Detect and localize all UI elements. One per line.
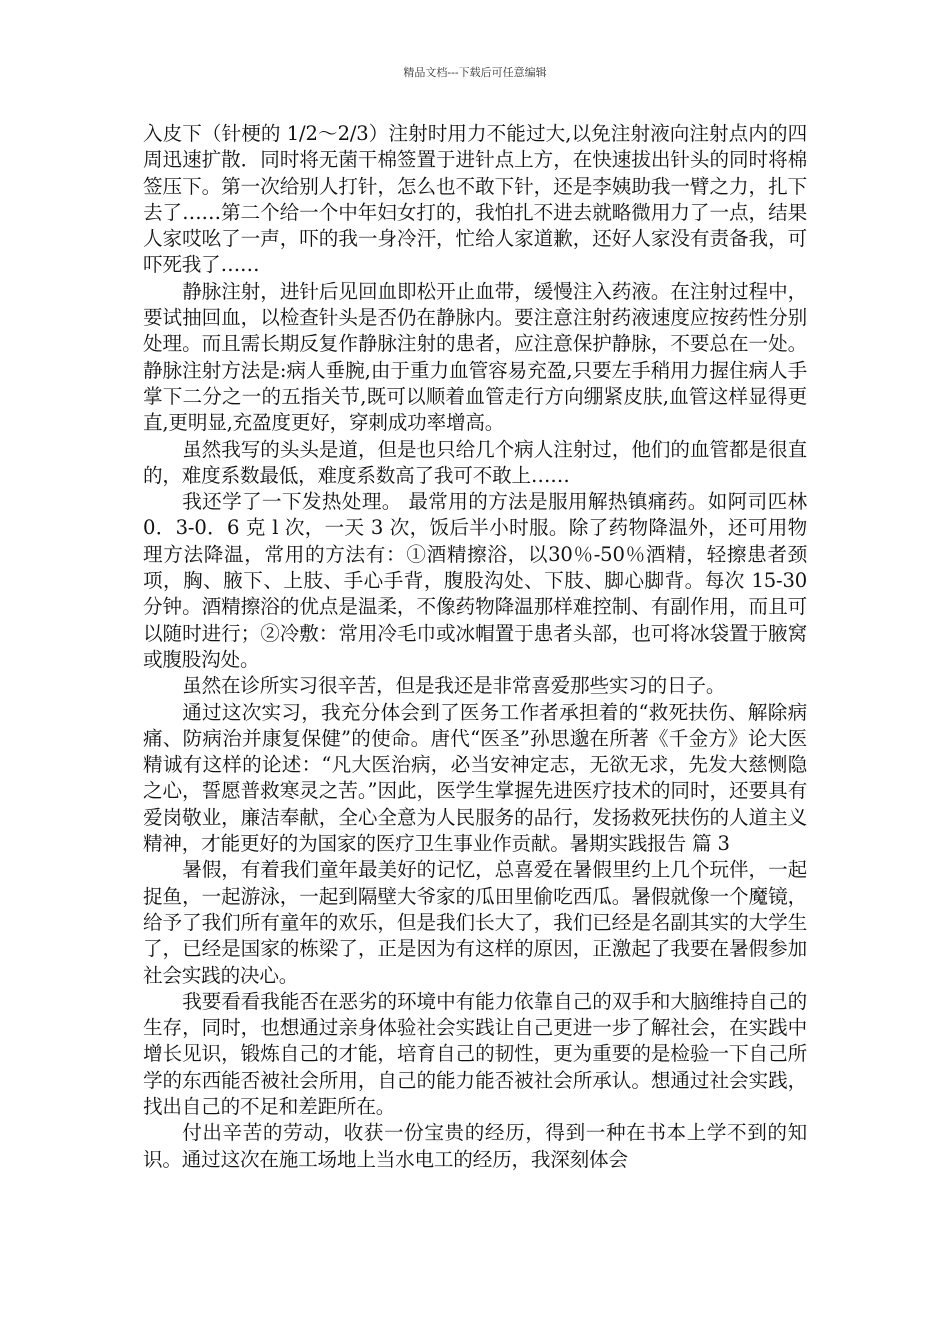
page-header: 精品文档---下载后可任意编辑 [403,66,547,79]
paragraph-7: 暑假，有着我们童年最美好的记忆，总喜爱在暑假里约上几个玩伴，一起捉鱼，一起游泳，一起到隔壁大爷家的瓜田里偷吃西瓜。暑假就像一个魔镜，给予了我们所有童年的欢乐，但是我们长大了，我们已经是名副其实的大学生了，已经是国家的栋梁了，正是因为有这样的原因，正激起了我要在暑假参加社会实践的决心。 [143,858,807,987]
paragraph-9: 付出辛苦的劳动，收获一份宝贵的经历，得到一种在书本上学不到的知识。通过这次在施工场地上当水电工的经历，我深刻体会 [143,1121,807,1171]
paragraph-2: 静脉注射，进针后见回血即松开止血带，缓慢注入药液。在注射过程中，要试抽回血，以检查针头是否仍在静脉内。要注意注射药液速度应按药性分别处理。而且需长期反复作静脉注射的患者，应注意保护静脉，不要总在一处。 静脉注射方法是:病人垂腕,由于重力血管容易充盈,只要左手稍用力握住病人手掌下二分之一的五指关节,既可以顺着血管走行方向绷紧皮肤,血管这样显得更直,更明显,充盈度更好，穿刺成功率增高。 [143,279,807,435]
paragraph-1: 入皮下（针梗的 1/2～2/3）注射时用力不能过大,以免注射液向注射点内的四周迅速扩散．同时将无菌干棉签置于进针点上方，在快速拔出针头的同时将棉签压下。第一次给别人打针，怎么也不敢下针，还是李姨助我一臂之力，扎下去了……第二个给一个中年妇女打的，我怕扎不进去就略微用力了一点，结果人家哎吆了一声，吓的我一身冷汗，忙给人家道歉，还好人家没有责备我，可吓死我了…… [143,122,807,277]
paragraph-4: 我还学了一下发热处理。 最常用的方法是服用解热镇痛药。如阿司匹林 0．3-0．6 克 l 次，一天 3 次，饭后半小时服。除了药物降温外，还可用物理方法降温，常用的方法有：①酒精擦浴，以30％-50％酒精，轻擦患者颈项，胸、腋下、上肢、手心手背，腹股沟处、下肢、脚心脚背。每次 15-30 分钟。酒精擦浴的优点是温柔，不像药物降温那样难控制、有副作用，而且可以随时进行；②冷敷：常用冷毛巾或冰帽置于患者头部，也可将冰袋置于腋窝或腹股沟处。 [143,490,807,671]
paragraph-3: 虽然我写的头头是道，但是也只给几个病人注射过，他们的血管都是很直的，难度系数最低，难度系数高了我可不敢上…… [143,437,807,487]
document-body [143,121,807,1173]
paragraph-5: 虽然在诊所实习很辛苦，但是我还是非常喜爱那些实习的日子。 [182,674,726,698]
paragraph-6: 通过这次实习，我充分体会到了医务工作者承担着的“救死扶伤、解除病痛、防病治并康复保健”的使命。唐代“医圣”孙思邈在所著《千金方》论大医精诚有这样的论述：“凡大医治病，必当安神定志，无欲无求，先发大慈恻隐之心，誓愿普救寒灵之苦。”因此，医学生掌握先进医疗技术的同时，还要具有爱岗敬业，廉洁奉献，全心全意为人民服务的品行，发扬救死扶伤的人道主义精神，才能更好的为国家的医疗卫生事业作贡献。暑期实践报告 篇 3 [143,700,807,856]
paragraph-8: 我要看看我能否在恶劣的环境中有能力依靠自己的双手和大脑维持自己的生存，同时，也想通过亲身体验社会实践让自己更进一步了解社会，在实践中增长见识，锻炼自己的才能，培育自己的韧性，更为重要的是检验一下自己所学的东西能否被社会所用，自己的能力能否被社会所承认。想通过社会实践，找出自己的不足和差距所在。 [143,989,807,1118]
